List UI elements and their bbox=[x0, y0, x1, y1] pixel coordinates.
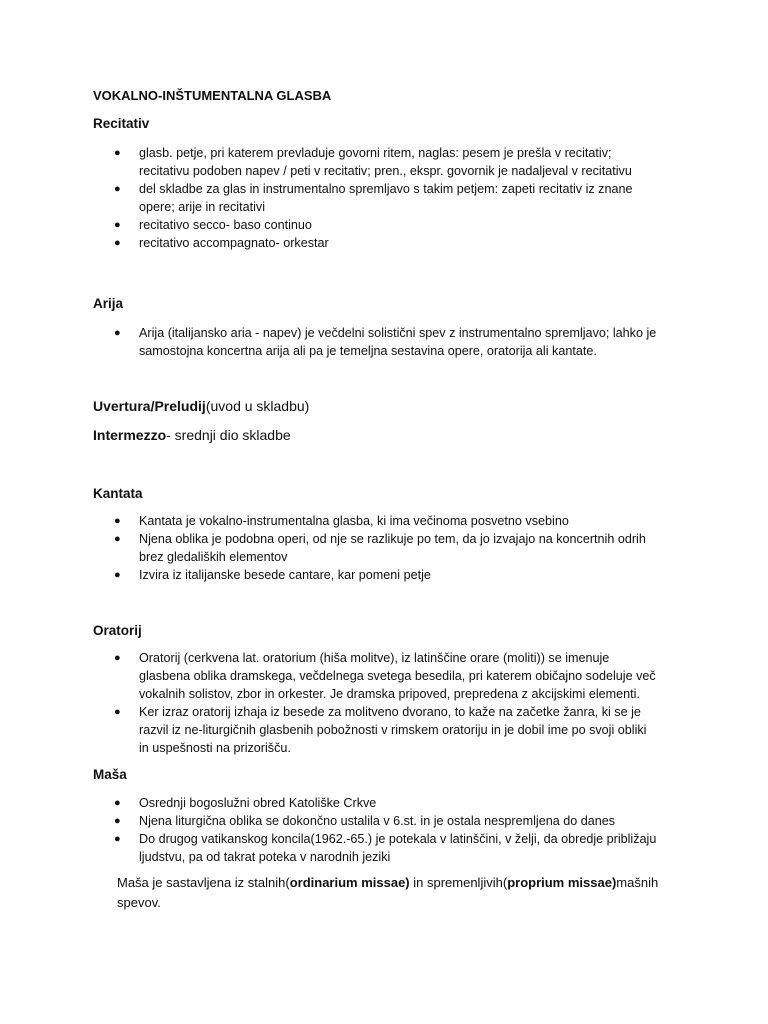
list-item-continuation: brez gledaliških elementov bbox=[139, 550, 288, 564]
list-item-continuation: razvil iz ne-liturgičnih glasbenih pobožnosti v rimskem oratoriju in je dobil ime po svoji obliki bbox=[139, 723, 647, 737]
section-heading-recitativ: Recitativ bbox=[93, 116, 150, 131]
intermezzo-term: Intermezzo bbox=[93, 427, 167, 443]
list-item: Oratorij (cerkvena lat. oratorium (hiša molitve), iz latinščine orare (moliti)) se imenuje bbox=[139, 651, 610, 665]
list-item-continuation: vokalnih solistov, zbor in orkester. Je dramska pripoved, prepredena z akcijskimi elementi. bbox=[139, 687, 640, 701]
list-item: Njena oblika je podobna operi, od nje se razlikuje po tem, da jo izvajajo na koncertnih odrih bbox=[139, 532, 646, 546]
list-item: del skladbe za glas in instrumentalno spremljavo s takim petjem: zapeti recitativ iz znane bbox=[139, 182, 633, 196]
bullet-icon: ● bbox=[114, 183, 121, 195]
section-heading-masa: Maša bbox=[93, 767, 127, 782]
list-item: Kantata je vokalno-instrumentalna glasba, ki ima večinoma posvetno vsebino bbox=[139, 514, 569, 528]
document-title: VOKALNO-INŠTUMENTALNA GLASBA bbox=[93, 88, 332, 103]
masa-text: Maša je sastavljena iz stalnih( bbox=[117, 875, 290, 890]
bullet-icon: ● bbox=[114, 147, 121, 159]
section-heading-arija: Arija bbox=[93, 296, 124, 311]
uvertura-term: Uvertura/Preludij bbox=[93, 398, 206, 414]
masa-paragraph-line-2: spevov. bbox=[117, 895, 161, 910]
bullet-icon: ● bbox=[114, 237, 121, 249]
list-item-continuation: recitativu podoben napev / peti v recitativ; pren., ekspr. govornik je nadaljeval v recitativu bbox=[139, 164, 632, 178]
list-item: Do drugog vatikanskog koncila(1962.-65.) je potekala v latinščini, v želji, da obredje približaju bbox=[139, 832, 657, 846]
bullet-icon: ● bbox=[114, 327, 121, 339]
list-item: Ker izraz oratorij izhaja iz besede za molitveno dvorano, to kaže na začetke žanra, ki se je bbox=[139, 705, 641, 719]
list-item-continuation: glasbena oblika dramskega, večdelnega svetega besedila, pri katerem običajno sodeluje več bbox=[139, 669, 656, 683]
list-item-continuation: opere; arije in recitativi bbox=[139, 200, 265, 214]
uvertura-line bbox=[93, 397, 309, 415]
intermezzo-line bbox=[93, 426, 291, 444]
bullet-icon: ● bbox=[114, 569, 121, 581]
list-item: glasb. petje, pri katerem prevladuje govorni ritem, naglas: pesem je prešla v recitativ; bbox=[139, 146, 612, 160]
list-item: Njena liturgična oblika se dokončno ustalila v 6.st. in je ostala nespremljena do danes bbox=[139, 814, 616, 828]
list-item-continuation: ljudstvu, pa od takrat poteka v narodnih jeziki bbox=[139, 850, 391, 864]
bullet-icon: ● bbox=[114, 706, 121, 718]
section-heading-oratorij: Oratorij bbox=[93, 623, 142, 638]
masa-text: in spremenljivih( bbox=[409, 875, 508, 890]
bullet-icon: ● bbox=[114, 515, 121, 527]
bullet-icon: ● bbox=[114, 797, 121, 809]
bullet-icon: ● bbox=[114, 533, 121, 545]
bullet-icon: ● bbox=[114, 652, 121, 664]
list-item-continuation: samostojna koncertna arija ali pa je temeljna sestavina opere, oratorija ali kantate. bbox=[139, 344, 597, 358]
masa-paragraph-line-1 bbox=[117, 873, 658, 893]
masa-term-ordinarium: ordinarium missae) bbox=[289, 875, 410, 890]
list-item: Arija (italijansko aria - napev) je večdelni solistični spev z instrumentalno spremljavo; lahko je bbox=[139, 326, 657, 340]
masa-term-proprium: proprium missae) bbox=[507, 875, 617, 890]
list-item: Izvira iz italijanske besede cantare, kar pomeni petje bbox=[139, 568, 431, 582]
bullet-icon: ● bbox=[114, 815, 121, 827]
list-item: Osrednji bogoslužni obred Katoliške Crkve bbox=[139, 796, 377, 810]
list-item-continuation: in uspešnosti na prizorišču. bbox=[139, 741, 291, 755]
masa-text: mašnih bbox=[616, 875, 659, 890]
uvertura-definition: (uvod u skladbu) bbox=[205, 398, 310, 414]
list-item: recitativo secco- baso continuo bbox=[139, 218, 312, 232]
list-item: recitativo accompagnato- orkestar bbox=[139, 236, 329, 250]
intermezzo-definition: - srednji dio skladbe bbox=[166, 427, 291, 443]
bullet-icon: ● bbox=[114, 219, 121, 231]
section-heading-kantata: Kantata bbox=[93, 486, 143, 501]
bullet-icon: ● bbox=[114, 833, 121, 845]
